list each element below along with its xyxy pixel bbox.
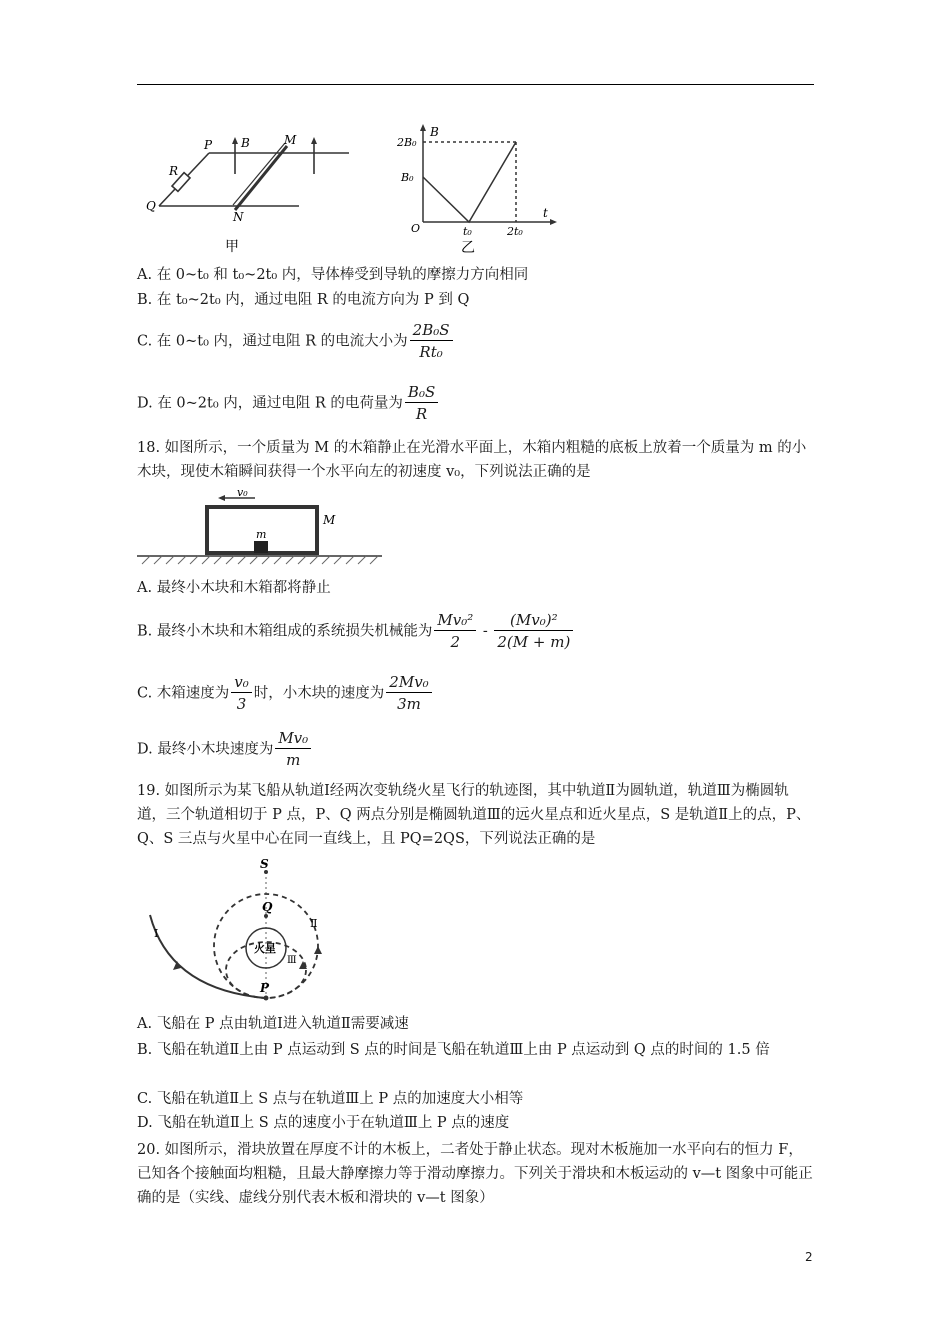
tick-2t0: 2t₀: [507, 225, 523, 238]
label-B: B: [241, 136, 250, 150]
q18-option-c-fraction-2: $\frac{\text{2Mv₀}}{3m}$: [386, 672, 431, 715]
q19-option-d: D. 飞船在轨道Ⅱ上 S 点的速度小于在轨道Ⅲ上 P 点的速度: [137, 1115, 510, 1131]
label-M: M: [284, 133, 297, 147]
label-orbit-II: Ⅱ: [310, 917, 318, 930]
caption-yi: 乙: [461, 240, 475, 256]
tick-2B0: 2B₀: [397, 136, 417, 149]
origin-O: O: [411, 222, 421, 235]
label-mars: 火星: [254, 942, 276, 955]
header-rule: [137, 84, 814, 85]
q18-option-d-fraction: $\frac{\text{Mv₀}}{m}$: [275, 728, 311, 771]
q18-option-b-fraction-2: $\frac{\text{(Mv₀)²}}{2(M + m)}$: [494, 610, 573, 653]
q18-option-b-text: B. 最终小木块和木箱组成的系统损失机械能为: [137, 623, 433, 640]
q20-stem: 20. 如图所示，滑块放置在厚度不计的木板上，二者处于静止状态。现对木板施加一水平向右的恒力 F，已知各个接触面均粗糙，且最大静摩擦力等于滑动摩擦力。下列关于滑块和木板运动的 v—t 图象中可能正确的是（实线、虚线分别代表木板和滑块的 v—t 图象）: [137, 1142, 813, 1206]
q17-option-c-text: C. 在 0~t₀ 内，通过电阻 R 的电流大小为: [137, 333, 408, 350]
q17-option-c: [137, 320, 455, 363]
q17-option-a: A. 在 0~t₀ 和 t₀~2t₀ 内，导体棒受到导轨的摩擦力方向相同: [137, 267, 529, 283]
q17-option-d-fraction: $\frac{\text{B₀S}}{R}$: [405, 382, 438, 425]
q18-option-d-text: D. 最终小木块速度为: [137, 741, 274, 758]
axis-label-t: t: [543, 206, 548, 220]
label-R: R: [169, 164, 179, 178]
q18-option-d: [137, 728, 313, 771]
q17-option-c-fraction: $\frac{\text{2B₀S}}{\text{Rt₀}}$: [410, 320, 453, 363]
label-Q: Q: [146, 199, 156, 213]
label-N: N: [233, 210, 244, 224]
tick-t0: t₀: [463, 225, 472, 238]
q19-figure-orbits: [140, 855, 340, 1005]
q19-stem: 19. 如图所示为某飞船从轨道Ⅰ经两次变轨绕火星飞行的轨迹图，其中轨道Ⅱ为圆轨道，轨道Ⅲ为椭圆轨道，三个轨道相切于 P 点，P、Q 两点分别是椭圆轨道Ⅲ的远火星点和近火星点，S 是轨道Ⅱ上的点，P、Q、S 三点与火星中心在同一直线上，且 PQ=2QS，下列说法正确的是: [137, 783, 811, 847]
q18-option-b-fraction-1: $\frac{\text{Mv₀²}}{2}$: [434, 610, 476, 653]
label-Q-orbit: Q: [262, 900, 273, 914]
label-orbit-I: Ⅰ: [154, 927, 159, 940]
label-m: m: [256, 528, 267, 541]
q18-option-c: [137, 672, 434, 715]
q19-option-b: B. 飞船在轨道Ⅱ上由 P 点运动到 S 点的时间是飞船在轨道Ⅲ上由 P 点运动到 Q 点的时间的 1.5 倍: [137, 1042, 770, 1058]
q18-figure-box: [137, 487, 387, 569]
axis-label-B: B: [430, 125, 439, 139]
label-M-box: M: [323, 513, 336, 527]
q17-option-d: [137, 382, 440, 425]
label-v0: v₀: [237, 487, 248, 499]
label-S: S: [260, 857, 269, 871]
q17-figure-jia: [137, 130, 362, 255]
q17-figure-yi: [395, 122, 565, 257]
q17-option-d-text: D. 在 0~2t₀ 内，通过电阻 R 的电荷量为: [137, 395, 403, 412]
q18-option-c-text-1: C. 木箱速度为: [137, 685, 230, 702]
q18-option-b-minus: -: [482, 623, 488, 640]
q19-option-c: C. 飞船在轨道Ⅱ上 S 点与在轨道Ⅲ上 P 点的加速度大小相等: [137, 1091, 524, 1107]
label-P-orbit: P: [260, 981, 270, 995]
q18-option-c-fraction-1: $\frac{\text{v₀}}{3}$: [231, 672, 252, 715]
q17-option-b: B. 在 t₀~2t₀ 内，通过电阻 R 的电流方向为 P 到 Q: [137, 292, 470, 308]
label-orbit-III: Ⅲ: [287, 955, 297, 966]
caption-jia: 甲: [225, 239, 239, 255]
page-number: 2: [805, 1250, 813, 1264]
q18-stem: 18. 如图所示，一个质量为 M 的木箱静止在光滑水平面上，木箱内粗糙的底板上放着一个质量为 m 的小木块，现使木箱瞬间获得一个水平向左的初速度 v₀，下列说法正确的是: [137, 440, 807, 480]
tick-B0: B₀: [401, 171, 414, 184]
q18-option-a: A. 最终小木块和木箱都将静止: [137, 580, 331, 596]
q18-option-b: [137, 610, 575, 653]
q18-option-c-text-2: 时，小木块的速度为: [253, 685, 385, 702]
label-P: P: [204, 138, 213, 152]
q19-option-a: A. 飞船在 P 点由轨道Ⅰ进入轨道Ⅱ需要减速: [137, 1016, 409, 1032]
